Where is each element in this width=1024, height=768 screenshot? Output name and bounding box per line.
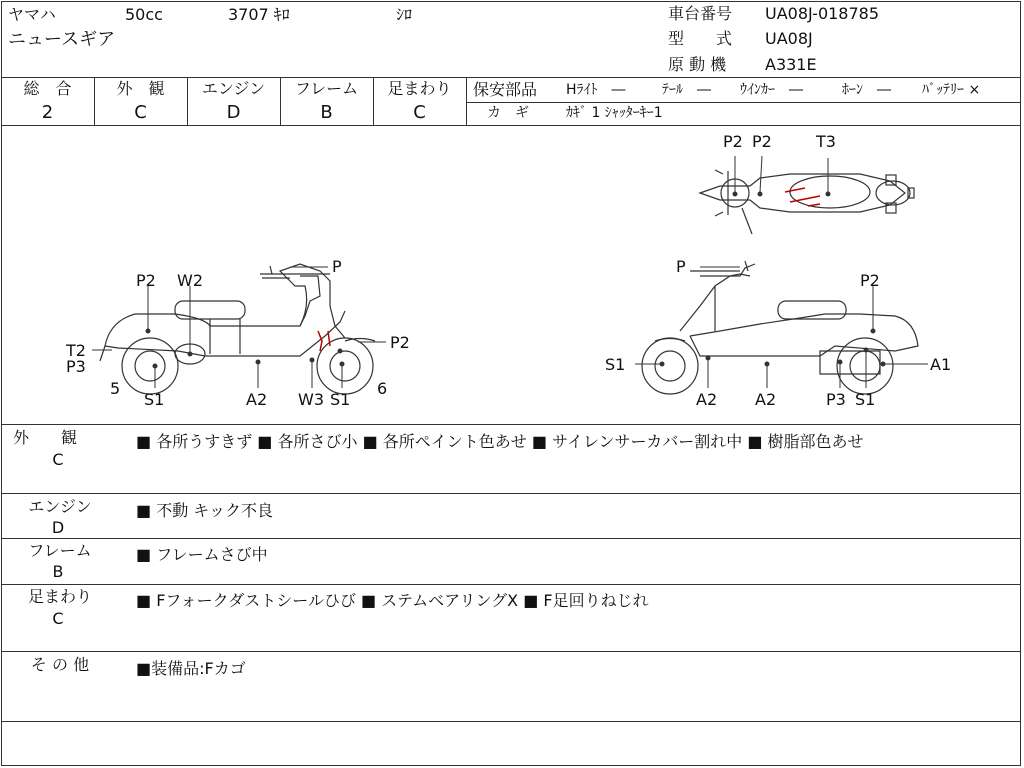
remark-text-engine: ■ 不動 キック不良 [136, 501, 273, 520]
engine-model-label: 原 動 機 [668, 55, 727, 74]
grade-exterior-label: 外 観 [116, 79, 165, 98]
grade-suspension: C [413, 102, 426, 123]
grade-overall: 2 [41, 102, 54, 123]
diagram-label: P3 [66, 357, 86, 376]
maker: ヤマハ [8, 5, 56, 24]
grade-exterior: C [134, 102, 147, 123]
divider [1, 424, 1021, 425]
remark-label-engine: エンジン [28, 497, 92, 516]
model-name: ニュースギア [8, 29, 116, 50]
frame-no-label: 車台番号 [668, 4, 733, 23]
remark-grade-frame: B [52, 562, 64, 581]
diagram-label: A2 [755, 390, 777, 409]
divider [467, 102, 1021, 103]
grade-frame-label: フレーム [294, 79, 359, 98]
grade-frame: B [320, 102, 333, 123]
remark-grade-suspension: C [52, 609, 64, 628]
diagram-label: 5 [110, 379, 121, 398]
diagram-label: P2 [860, 271, 880, 290]
top-view-scooter [700, 170, 914, 234]
remark-text-exterior: ■ 各所うすきず ■ 各所さび小 ■ 各所ペイント色あせ ■ サイレンサーカバー割れ中 ■ 樹脂部色あせ [136, 432, 864, 451]
remark-label-frame: フレーム [28, 541, 92, 560]
vehicle-diagram [0, 126, 1024, 424]
color: ｼﾛ [396, 5, 413, 24]
diagram-label: S1 [330, 390, 351, 409]
divider [1, 77, 1021, 78]
diagram-label: S1 [144, 390, 165, 409]
remark-text-other: ■装備品:Fカゴ [136, 659, 246, 678]
type-label: 型 式 [668, 29, 733, 48]
remark-text-suspension: ■ Fフォークダストシールひび ■ ステムベアリングX ■ F足回りねじれ [136, 591, 649, 610]
remark-grade-engine: D [51, 518, 65, 537]
displacement: 50cc [125, 5, 163, 24]
part-item: Hﾗｲﾄ ― [566, 82, 626, 98]
diagram-label: P2 [723, 132, 743, 151]
part-item: ｳｲﾝｶｰ ― [740, 82, 803, 98]
diagram-label: A2 [246, 390, 268, 409]
divider [1, 651, 1021, 652]
remark-label-exterior: 外 観 [12, 428, 77, 447]
remark-label-other: そ の 他 [30, 655, 90, 674]
key-label: カ ギ [487, 105, 529, 121]
diagram-label: W3 [298, 390, 324, 409]
diagram-label: S1 [605, 355, 626, 374]
parts-label: 保安部品 [473, 80, 538, 99]
diagram-label: A1 [930, 355, 952, 374]
grade-engine: D [226, 102, 241, 123]
diagram-label: P2 [390, 333, 410, 352]
part-item: ﾃｰﾙ ― [662, 82, 711, 98]
diagram-label: S1 [855, 390, 876, 409]
diagram-label: T2 [66, 341, 86, 360]
part-item: ﾊﾞｯﾃﾘｰ × [922, 82, 981, 98]
divider [1, 584, 1021, 585]
diagram-label: P [332, 257, 342, 276]
diagram-label: A2 [696, 390, 718, 409]
divider [1, 538, 1021, 539]
divider [466, 77, 467, 125]
divider [1, 721, 1021, 722]
remark-text-frame: ■ フレームさび中 [136, 545, 268, 564]
grade-suspension-label: 足まわり [387, 79, 452, 98]
type-value: UA08J [765, 29, 813, 48]
frame-no: UA08J-018785 [765, 4, 880, 23]
mileage: 3707 ｷﾛ [228, 5, 290, 24]
diagram-label: P2 [752, 132, 772, 151]
divider [1, 493, 1021, 494]
diagram-label: 6 [377, 379, 388, 398]
diagram-label: P [676, 257, 686, 276]
grade-engine-label: エンジン [201, 79, 266, 98]
diagram-label: P3 [826, 390, 846, 409]
key-value: ｶｷﾞ 1 ｼｬｯﾀｰｷｰ1 [566, 105, 663, 121]
diagram-label: T3 [816, 132, 836, 151]
part-item: ﾎｰﾝ ― [842, 82, 891, 98]
remark-grade-exterior: C [52, 450, 64, 469]
remark-label-suspension: 足まわり [27, 587, 92, 606]
diagram-label: P2 [136, 271, 156, 290]
engine-model: A331E [765, 55, 817, 74]
diagram-label: W2 [177, 271, 203, 290]
grade-overall-label: 総 合 [23, 79, 72, 98]
